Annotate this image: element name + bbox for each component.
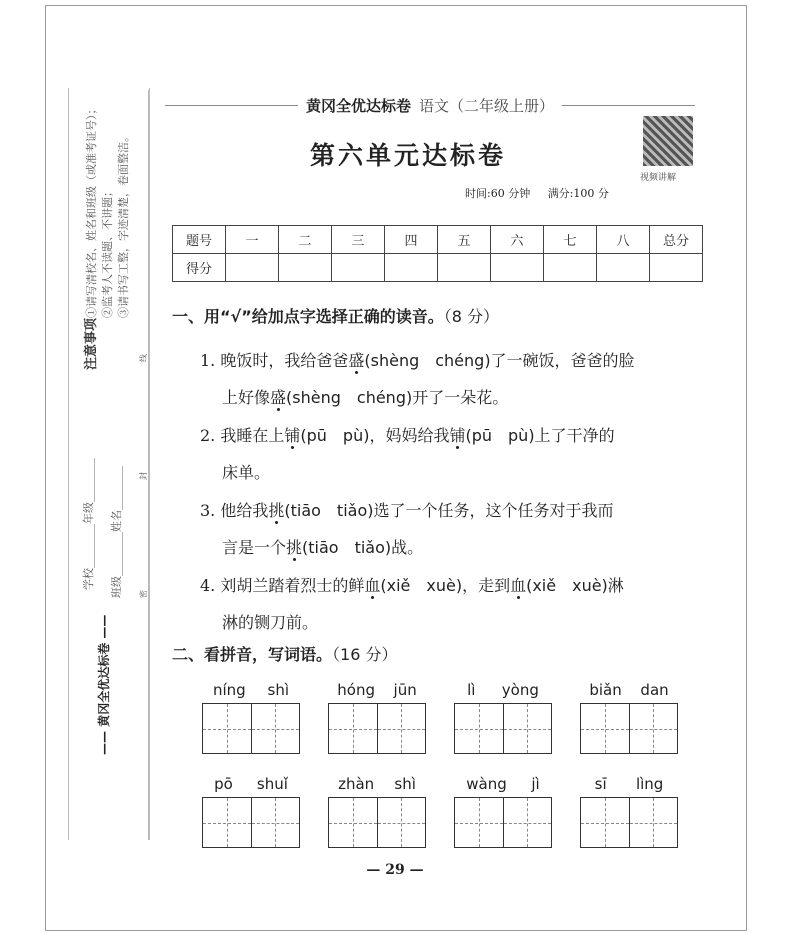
- writing-box[interactable]: [630, 704, 678, 753]
- note-1: ①请写清校名、姓名和班级（或准考证号）；: [85, 103, 98, 318]
- writing-box[interactable]: [504, 798, 552, 847]
- qr-label: 视频讲解: [640, 173, 677, 183]
- table-header-cell: 四: [385, 226, 438, 254]
- brand: 黄冈全优达标卷: [305, 96, 411, 115]
- dotted-char: 挑: [286, 538, 303, 557]
- table-header-cell: 五: [438, 226, 491, 254]
- pinyin: wàng: [466, 775, 507, 793]
- sidebar-brand: —— 黄冈全优达标卷 ——: [97, 614, 111, 755]
- pinyin: níng: [212, 681, 246, 699]
- pinyin-word-group: [202, 681, 300, 754]
- subject: 语文（二年级上册）: [419, 96, 555, 115]
- writing-box[interactable]: [252, 704, 300, 753]
- question-text: 床单。: [222, 463, 271, 482]
- pinyin: sī: [594, 775, 607, 793]
- qr-code-icon[interactable]: [643, 116, 693, 166]
- score-cell[interactable]: [438, 254, 491, 282]
- table-header-cell: 三: [332, 226, 385, 254]
- pinyin: jì: [531, 775, 540, 793]
- score-cell[interactable]: [491, 254, 544, 282]
- pinyin: shuǐ: [256, 775, 288, 793]
- section-2-title: 二、看拼音，写词语。（16 分）: [172, 645, 398, 664]
- note-3: ③请书写工整，字迹清楚，卷面整洁。: [117, 131, 130, 318]
- pinyin: zhàn: [338, 775, 375, 793]
- pinyin: pō: [214, 775, 233, 793]
- table-header-cell: 七: [544, 226, 597, 254]
- pinyin-word-group: [202, 775, 300, 848]
- pinyin: shì: [394, 775, 416, 793]
- writing-box[interactable]: [329, 798, 378, 847]
- score-cell[interactable]: [650, 254, 703, 282]
- dotted-char: 血: [364, 576, 381, 595]
- question-2: [200, 417, 700, 491]
- table-header-cell: 总分: [650, 226, 703, 254]
- pinyin: lì: [467, 681, 476, 699]
- writing-box[interactable]: [455, 798, 504, 847]
- question-text: (tiāo tiǎo)选了一个任务，这个任务对于我而: [284, 501, 614, 520]
- pinyin-word-group: [580, 775, 678, 848]
- question-text: (pū pù)，妈妈给我: [300, 426, 450, 445]
- dotted-char: 盛: [270, 388, 287, 407]
- pinyin: biǎn: [589, 681, 622, 699]
- question-text: 2. 我睡在上: [200, 426, 285, 445]
- secret-mark: 密: [139, 590, 148, 598]
- score-cell[interactable]: [597, 254, 650, 282]
- question-text: (tiāo tiǎo)战。: [302, 538, 424, 557]
- dotted-char: 铺: [284, 426, 301, 445]
- score-cell[interactable]: [226, 254, 279, 282]
- table-header-cell: 六: [491, 226, 544, 254]
- table-header-cell: 一: [226, 226, 279, 254]
- name-label: 姓名: [110, 510, 123, 532]
- dotted-char: 铺: [449, 426, 466, 445]
- pinyin: hóng: [337, 681, 375, 699]
- pinyin-word-group: [580, 681, 678, 754]
- pinyin-word-group: [328, 775, 426, 848]
- writing-box[interactable]: [455, 704, 504, 753]
- question-3: [200, 492, 700, 566]
- writing-box[interactable]: [252, 798, 300, 847]
- pinyin: yòng: [501, 681, 539, 699]
- class-label: 班级: [110, 576, 123, 598]
- question-text: (xiě xuè)，走到: [380, 576, 511, 595]
- writing-box[interactable]: [203, 704, 252, 753]
- pinyin: shì: [267, 681, 290, 699]
- time-info: 时间:60 分钟 满分:100 分: [465, 187, 609, 200]
- writing-box[interactable]: [504, 704, 552, 753]
- line-mark: 线: [139, 354, 148, 362]
- question-text: 3. 他给我: [200, 501, 269, 520]
- question-text: (shèng chéng)了一碗饭，爸爸的脸: [364, 351, 635, 370]
- writing-box[interactable]: [378, 798, 426, 847]
- score-label: 得分: [173, 254, 226, 282]
- writing-box[interactable]: [581, 704, 630, 753]
- note-2: ②监考人不读题、不讲题；: [101, 186, 114, 318]
- pinyin: jūn: [393, 681, 417, 699]
- score-cell[interactable]: [279, 254, 332, 282]
- dotted-char: 盛: [348, 351, 365, 370]
- question-text: 言是一个: [222, 538, 287, 557]
- notes-title: 注意事项: [84, 317, 99, 370]
- score-cell[interactable]: [385, 254, 438, 282]
- question-text: (xiě xuè)淋: [526, 576, 624, 595]
- school-field[interactable]: 学校________年级________: [82, 458, 95, 590]
- table-header-cell: 题号: [173, 226, 226, 254]
- page-number: — 29 —: [366, 862, 424, 878]
- school-label: 学校: [82, 568, 95, 590]
- seal-mark: 封: [139, 472, 148, 480]
- class-field[interactable]: 班级________姓名________: [110, 466, 123, 598]
- question-text: 淋的铡刀前。: [222, 613, 319, 632]
- score-table: [172, 225, 703, 282]
- writing-box[interactable]: [378, 704, 426, 753]
- question-4: [200, 567, 700, 641]
- cut-line: [148, 90, 149, 840]
- pinyin-word-group: [328, 681, 426, 754]
- writing-box[interactable]: [630, 798, 678, 847]
- table-header-cell: 八: [597, 226, 650, 254]
- pinyin: dan: [640, 681, 669, 699]
- writing-box[interactable]: [203, 798, 252, 847]
- grade-label: 年级: [82, 502, 95, 524]
- question-text: 4. 刘胡兰踏着烈士的鲜: [200, 576, 365, 595]
- page-title: 第六单元达标卷: [310, 141, 507, 170]
- question-text: 1. 晚饭时，我给爸爸: [200, 351, 349, 370]
- pinyin: lìng: [635, 775, 664, 793]
- score-cell[interactable]: [332, 254, 385, 282]
- writing-box[interactable]: [329, 704, 378, 753]
- score-cell[interactable]: [544, 254, 597, 282]
- pinyin-word-group: [454, 775, 552, 848]
- dotted-char: 挑: [268, 501, 285, 520]
- pinyin-word-group: [454, 681, 552, 754]
- running-header: [165, 95, 695, 115]
- dotted-char: 血: [510, 576, 527, 595]
- question-text: (shèng chéng)开了一朵花。: [286, 388, 509, 407]
- writing-box[interactable]: [581, 798, 630, 847]
- section-1-title: 一、用“√”给加点字选择正确的读音。（8 分）: [172, 307, 499, 326]
- question-1: [200, 342, 700, 416]
- question-text: (pū pù)上了干净的: [465, 426, 615, 445]
- table-header-cell: 二: [279, 226, 332, 254]
- question-text: 上好像: [222, 388, 271, 407]
